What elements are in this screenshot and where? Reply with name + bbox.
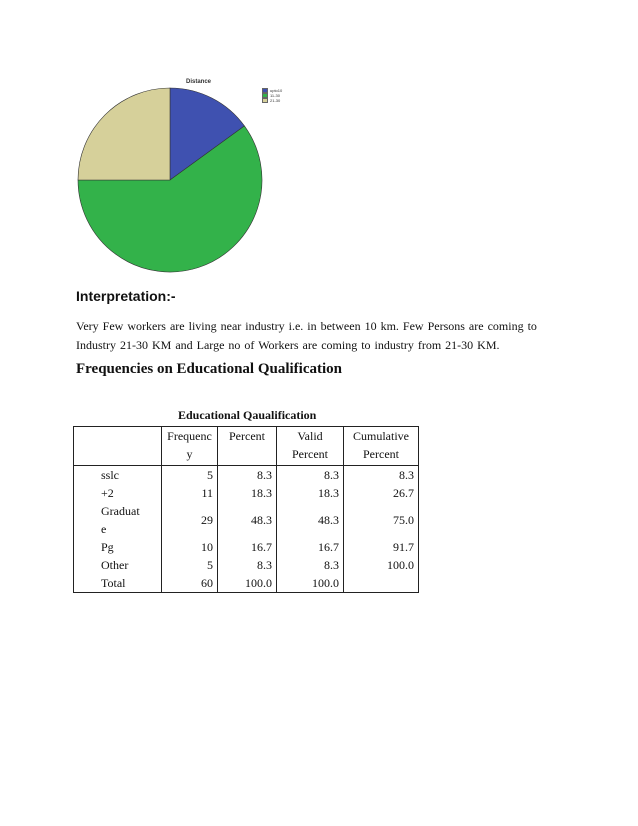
row-label: Pg: [97, 538, 162, 556]
table-row: [74, 466, 419, 485]
cell-valid-percent: 48.3: [277, 502, 344, 538]
header-frequency: Frequenc y: [162, 427, 218, 466]
cell-frequency: 11: [162, 484, 218, 502]
table-row-total: [74, 574, 419, 593]
cell-cumulative-percent: 91.7: [344, 538, 419, 556]
distance-pie-chart: [76, 76, 306, 276]
cell-percent: 8.3: [218, 466, 277, 485]
cell-frequency: 60: [162, 574, 218, 593]
header-cumulative-percent: Cumulative Percent: [344, 427, 419, 466]
table-row: [74, 484, 419, 502]
cell-percent: 8.3: [218, 556, 277, 574]
cell-cumulative-percent: 75.0: [344, 502, 419, 538]
cell-frequency: 5: [162, 556, 218, 574]
header-valid-percent: Valid Percent: [277, 427, 344, 466]
cell-percent: 18.3: [218, 484, 277, 502]
cell-percent: 100.0: [218, 574, 277, 593]
row-label: Total: [97, 574, 162, 593]
row-label: Graduat e: [97, 502, 162, 538]
interpretation-line-2: Industry 21-30 KM and Large no of Workers are coming to industry from 21-30 KM.: [76, 338, 500, 352]
frequency-table: [73, 426, 419, 593]
cell-cumulative-percent: 26.7: [344, 484, 419, 502]
cell-valid-percent: 8.3: [277, 556, 344, 574]
table-caption: Educational Qaualification: [178, 408, 317, 422]
header-percent: Percent: [218, 427, 277, 466]
table-header-row: [74, 427, 419, 466]
row-label: +2: [97, 484, 162, 502]
cell-valid-percent: 8.3: [277, 466, 344, 485]
cell-percent: 48.3: [218, 502, 277, 538]
row-label: sslc: [97, 466, 162, 485]
legend-label: 11-30: [270, 93, 280, 98]
row-label: Other: [97, 556, 162, 574]
cell-percent: 16.7: [218, 538, 277, 556]
table-row: [74, 502, 419, 538]
table-row: [74, 538, 419, 556]
cell-frequency: 10: [162, 538, 218, 556]
interpretation-paragraph: [76, 317, 556, 355]
cell-valid-percent: 18.3: [277, 484, 344, 502]
section-heading: Frequencies on Educational Qualification: [76, 361, 342, 377]
cell-cumulative-percent: 100.0: [344, 556, 419, 574]
cell-valid-percent: 16.7: [277, 538, 344, 556]
interpretation-heading: Interpretation:-: [76, 288, 176, 304]
interpretation-line-1: Very Few workers are living near industry i.e. in between 10 km. Few Persons are coming to: [76, 319, 537, 333]
legend-label: upto10: [270, 88, 283, 93]
cell-valid-percent: 100.0: [277, 574, 344, 593]
table-row: [74, 556, 419, 574]
pie-svg: [76, 86, 276, 276]
cell-cumulative-percent: 8.3: [344, 466, 419, 485]
cell-cumulative-percent: [344, 574, 419, 593]
legend-label: 21-30: [270, 98, 281, 103]
cell-frequency: 29: [162, 502, 218, 538]
header-blank: [97, 427, 162, 466]
cell-frequency: 5: [162, 466, 218, 485]
pie-title: Distance: [186, 79, 212, 85]
pie-slice-3: [78, 88, 170, 180]
